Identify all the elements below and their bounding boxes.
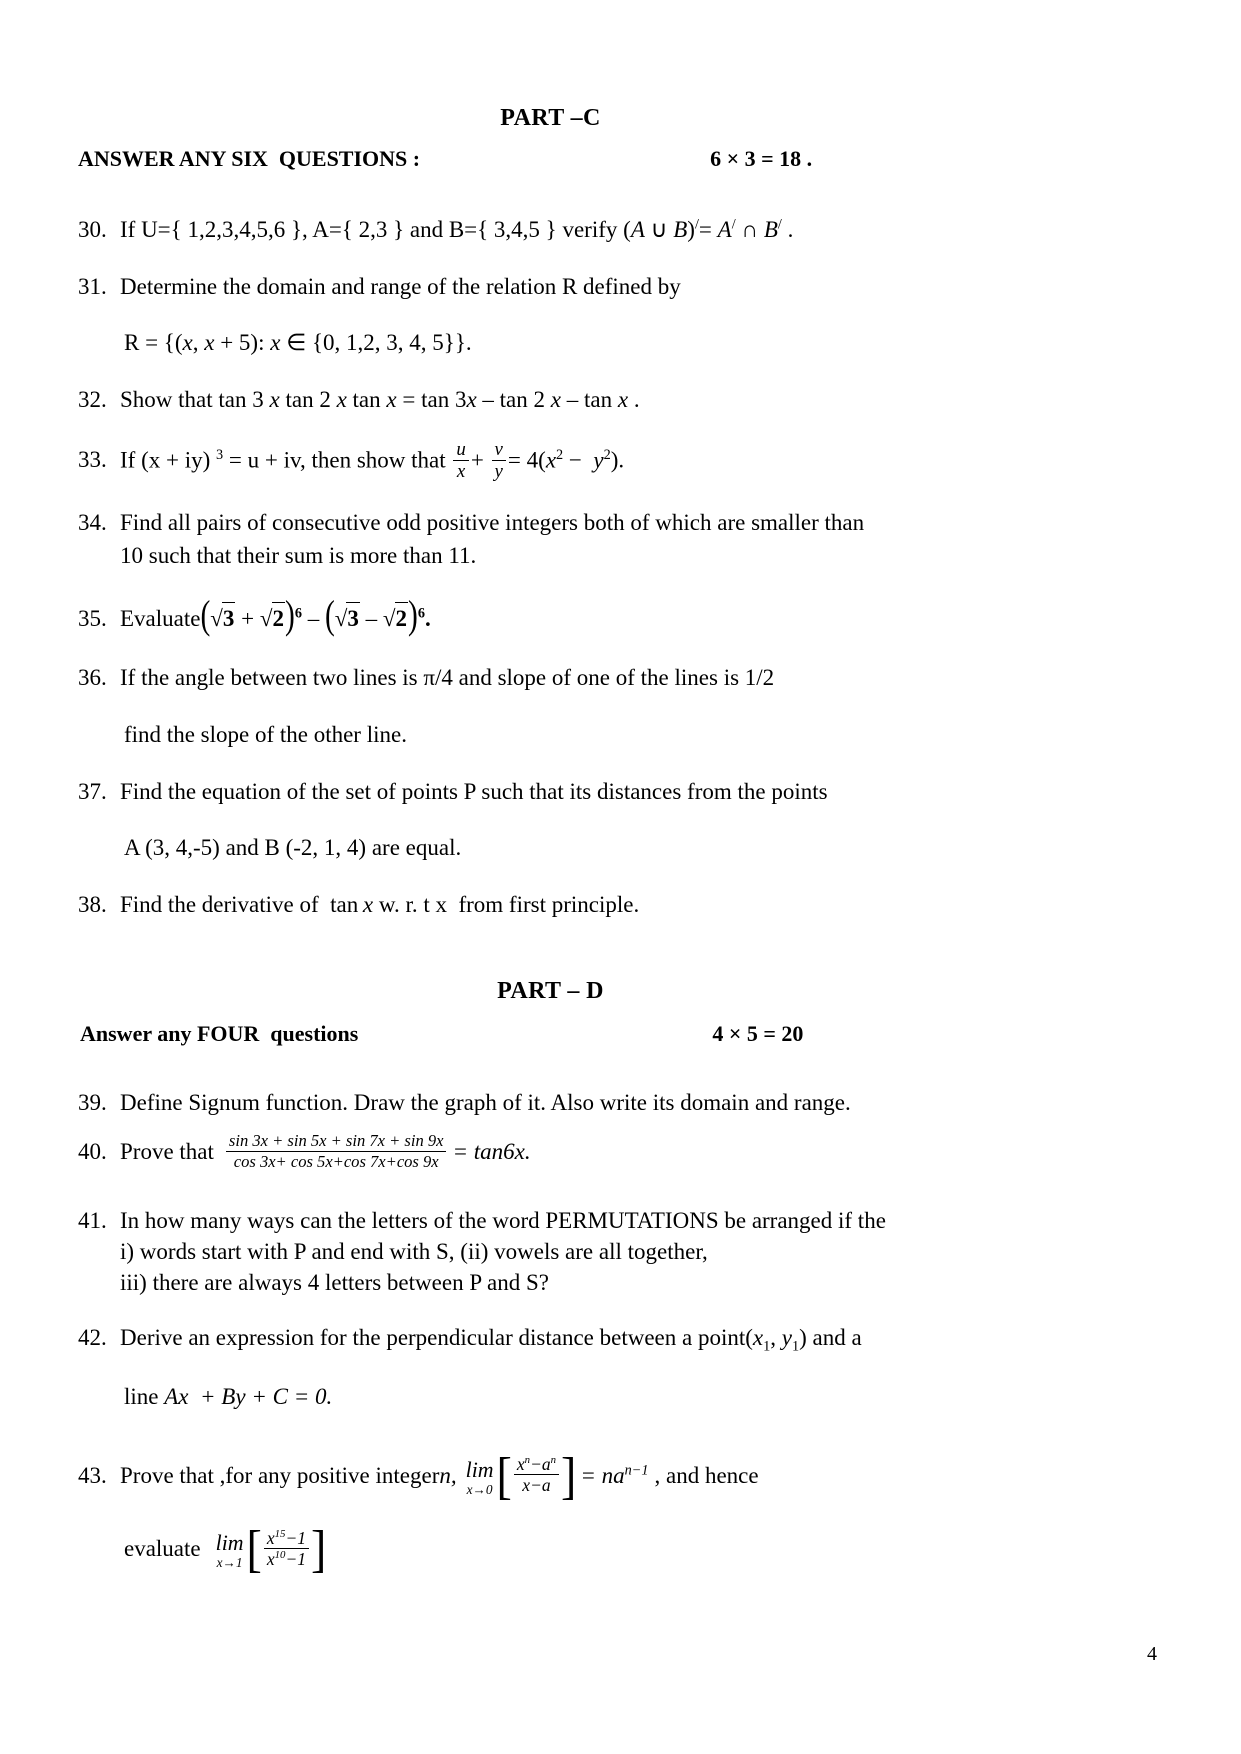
bracketed-fraction-2 — [246, 1520, 327, 1578]
part-c-marks: 6 × 3 = 18 . — [710, 146, 813, 171]
question-number: 30. — [78, 217, 107, 242]
question-40-tail: = tan6x. — [452, 1138, 531, 1164]
question-number: 32. — [78, 386, 107, 412]
fraction-v-over-y: $\frac{v}{y}$ — [492, 440, 506, 483]
page-content — [78, 105, 1023, 1593]
question-35-expression: $(√3 + √2)^6 - (√3 - √2)^6$. — [200, 594, 431, 638]
question-text — [120, 1206, 1023, 1298]
fraction-numerator: $x^n-a^n$ — [514, 1455, 559, 1475]
limit-label: lim — [215, 1531, 244, 1556]
question-number: 40. — [78, 1138, 107, 1164]
question-43-line2-prefix: evaluate — [124, 1536, 201, 1562]
question-text: Define Signum function. Draw the graph of it. Also write its domain and range. — [120, 1089, 851, 1115]
question-43 — [78, 1446, 1023, 1504]
fraction-xn-an-over-x-a — [514, 1455, 559, 1495]
question-number: 34. — [78, 510, 107, 536]
limit-operator-2 — [216, 1533, 244, 1569]
question-40-prefix: Prove that — [120, 1138, 214, 1164]
fraction-x15-over-x10 — [264, 1529, 309, 1569]
question-42-line2 — [124, 1381, 1023, 1414]
limit-operator-1 — [465, 1457, 494, 1497]
question-43-prefix: Prove that ,for any positive integer — [120, 1462, 440, 1488]
question-text — [120, 1133, 1023, 1171]
question-42-point: $x_1$, $y_1$ — [752, 1325, 800, 1356]
part-c-instruction-row — [78, 146, 1023, 172]
question-41-line3: iii) there are always 4 letters between P and S? — [120, 1269, 549, 1295]
part-d-instruction: Answer any FOUR questions — [80, 1020, 359, 1046]
question-38 — [78, 889, 1023, 922]
question-34-line1: Find all pairs of consecutive odd positive integers both of which are smaller than — [120, 510, 865, 536]
limit-subscript: x→1 — [216, 1555, 243, 1571]
question-31-line2: R = {(x, x + 5): x ∈ {0, 1,2, 3, 4, 5}}. — [124, 330, 472, 356]
question-text — [120, 507, 1023, 572]
question-30-math: (A ∪ B)/= A/ ∩ B/ . — [623, 216, 794, 242]
question-text: Find the equation of the set of points P such that its distances from the points — [120, 778, 828, 804]
fraction-numerator: sin 3x + sin 5x + sin 7x + sin 9x — [226, 1132, 447, 1151]
question-number: 43. — [78, 1462, 107, 1488]
question-text: If the angle between two lines is π/4 and slope of one of the lines is 1/2 — [120, 665, 775, 691]
question-text — [120, 214, 1023, 247]
question-text: Determine the domain and range of the relation R defined by — [120, 273, 681, 299]
part-c-instruction: ANSWER ANY SIX QUESTIONS : — [78, 146, 421, 171]
fraction-denominator: cos 3x+ cos 5x+cos 7x+cos 9x — [233, 1151, 439, 1171]
question-32 — [78, 384, 1023, 417]
question-number: 41. — [78, 1208, 107, 1234]
part-d-instruction-row — [78, 1021, 1023, 1047]
question-text — [120, 1322, 1023, 1357]
question-36 — [78, 662, 1023, 695]
limit-label: lim — [465, 1457, 494, 1482]
question-43-tail: , and hence — [654, 1462, 759, 1488]
question-33 — [78, 438, 1023, 484]
question-number: 39. — [78, 1089, 107, 1115]
fraction-numerator: $x^{15}-1$ — [264, 1529, 309, 1549]
fraction-denominator: $x^{10}-1$ — [266, 1549, 306, 1570]
question-number: 42. — [78, 1325, 107, 1351]
question-34 — [78, 507, 1023, 572]
question-number: 37. — [78, 778, 107, 804]
question-text — [120, 1446, 1023, 1504]
question-34-line2: 10 such that their sum is more than 11. — [120, 542, 477, 568]
question-number: 33. — [78, 447, 107, 473]
question-40 — [78, 1133, 1023, 1171]
part-d-marks: 4 × 5 = 20 — [712, 1020, 804, 1046]
right-bracket-icon: ] — [561, 1446, 577, 1504]
question-text: Find the derivative of tan x w. r. t x from first principle. — [120, 891, 640, 917]
bracketed-fraction-1 — [496, 1446, 577, 1504]
question-42-suffix: ) and a — [799, 1325, 862, 1351]
question-37 — [78, 776, 1023, 809]
question-number: 38. — [78, 891, 107, 917]
question-number: 31. — [78, 273, 107, 299]
question-42-line2-prefix: line — [124, 1384, 165, 1410]
left-bracket-icon: [ — [246, 1520, 262, 1578]
question-text: Show that tan 3 x tan 2 x tan x = tan 3x – tan 2 x – tan x . — [120, 386, 640, 412]
question-35-label: Evaluate — [120, 605, 201, 631]
question-35 — [78, 594, 1023, 639]
left-bracket-icon: [ — [496, 1446, 512, 1504]
question-36-line2: find the slope of the other line. — [124, 721, 407, 747]
part-c-heading: PART –C — [500, 105, 601, 131]
question-text-prefix: If U={ 1,2,3,4,5,6 }, A={ 2,3 } and B={ 3,4,5 } verify — [120, 217, 624, 242]
question-41-line1: In how many ways can the letters of the word PERMUTATIONS be arranged if the — [120, 1208, 886, 1234]
question-number: 35. — [78, 605, 107, 631]
fraction-denominator: x−a — [522, 1475, 551, 1496]
question-42-line-equation: Ax + By + C = 0. — [164, 1384, 333, 1410]
question-41 — [78, 1205, 1023, 1298]
question-30 — [78, 214, 1023, 247]
question-text — [120, 594, 1023, 639]
question-43-line2 — [124, 1520, 1023, 1578]
question-number: 36. — [78, 665, 107, 691]
question-37-line2: A (3, 4,-5) and B (-2, 1, 4) are equal. — [124, 835, 462, 861]
page-number: 4 — [1147, 1643, 1157, 1665]
question-41-line2: i) words start with P and end with S, (ii) vowels are all together, — [120, 1238, 708, 1264]
question-31 — [78, 271, 1023, 304]
limit-subscript: x→0 — [466, 1481, 493, 1497]
right-bracket-icon: ] — [311, 1520, 327, 1578]
question-text: If (x + iy) $^3$ = u + iv, then show that $\frac{u}{x}$ + $\frac{v}{y}$ = $4(x^2 - y^2)$. — [120, 438, 625, 483]
fraction-sin-over-cos — [226, 1132, 447, 1170]
question-42-prefix: Derive an expression for the perpendicular distance between a point( — [120, 1325, 753, 1351]
question-43-n: n, — [439, 1462, 457, 1488]
fraction-u-over-x: $\frac{u}{x}$ — [453, 440, 468, 483]
question-42 — [78, 1322, 1023, 1357]
part-d-heading: PART – D — [497, 977, 604, 1004]
question-43-result: = $na^{n-1}$ — [580, 1461, 649, 1488]
question-39 — [78, 1087, 1023, 1120]
